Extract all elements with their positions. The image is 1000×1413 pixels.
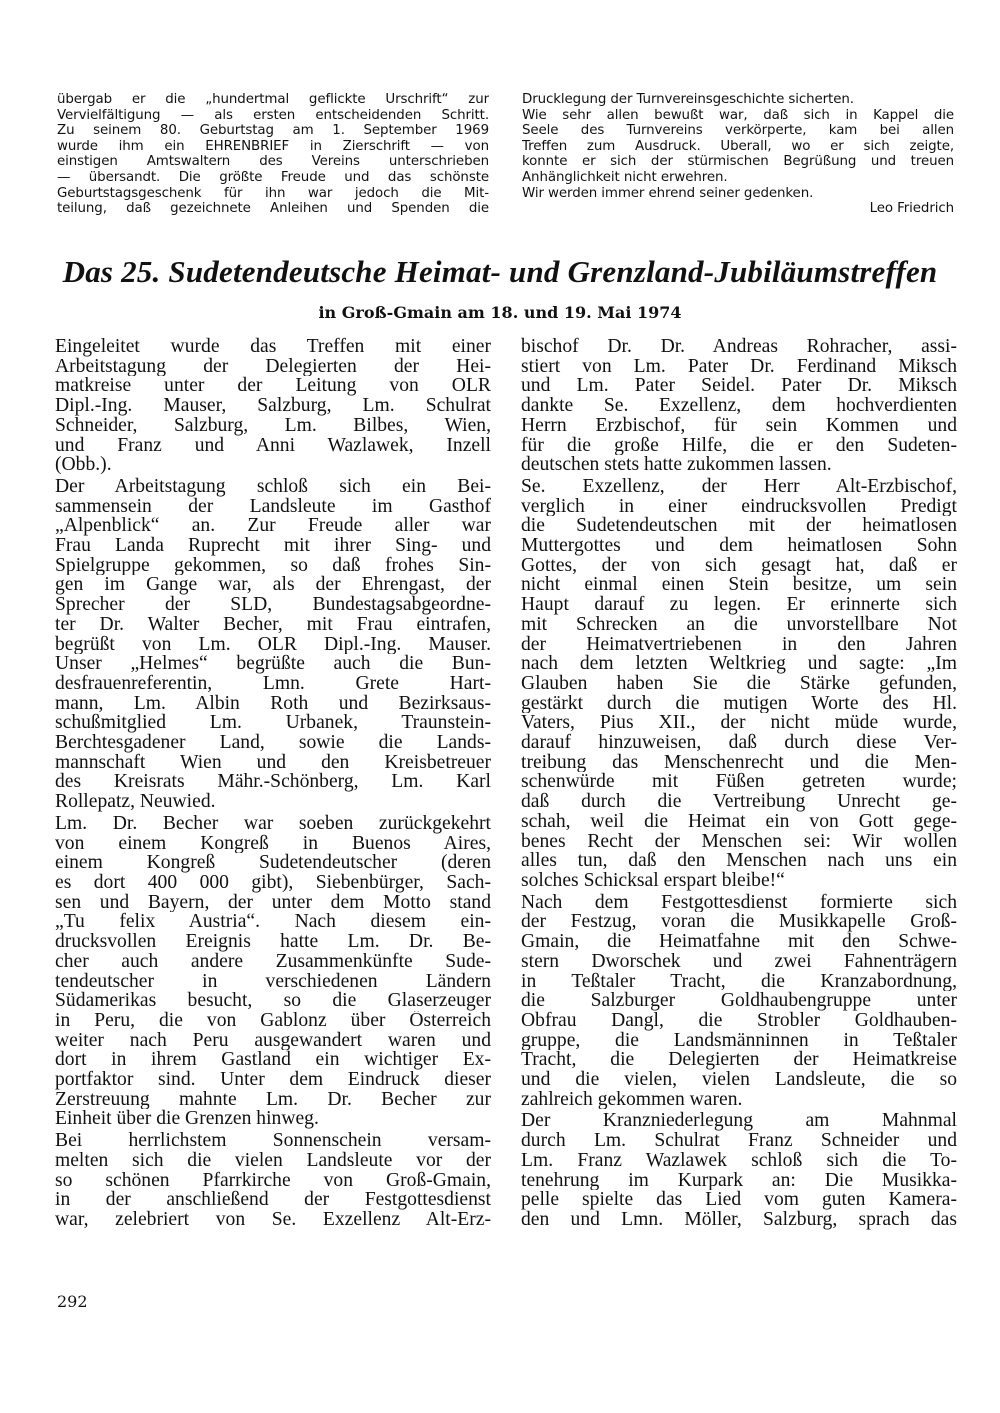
text-line: schah, weil die Heimat ein von Gott gege- — [521, 811, 957, 832]
text-line: gestärkt durch die mutigen Worte des Hl. — [521, 693, 957, 714]
text-line: daß durch die Vertreibung Unrecht ge- — [521, 792, 957, 812]
text-line: Zu seinem 80. Geburtstag am 1. September 1969 — [57, 123, 489, 139]
paragraph — [55, 1131, 491, 1230]
text-line: melten sich die vielen Landsleute vor der — [55, 1150, 491, 1171]
text-line: und Franz und Anni Wazlawek, Inzell — [55, 435, 491, 456]
text-line: mannschaft Wien und den Kreisbetreuer — [55, 752, 491, 773]
text-line: Geburtstagsgeschenk für ihn war jedoch die Mit- — [57, 185, 489, 201]
text-line: einem Kongreß Sudetendeutscher (deren — [55, 853, 491, 873]
text-line: für die große Hilfe, die er den Sudeten- — [521, 435, 957, 456]
paragraph — [521, 893, 957, 1110]
text-line: Spielgruppe gekommen, so daß frohes Sin- — [55, 555, 491, 576]
text-line: Wie sehr allen bewußt war, daß sich in Kappel die — [522, 107, 954, 123]
text-line: wurde ihm ein EHRENBRIEF in Zierschrift — von — [57, 138, 489, 154]
text-line: pelle spielte das Lied vom guten Kamera- — [521, 1190, 957, 1210]
text-line: „Alpenblick“ an. Zur Freude aller war — [55, 516, 491, 537]
text-line: desfrauenreferentin, Lmn. Grete Hart- — [55, 673, 491, 694]
text-line: begrüßt von Lm. OLR Dipl.-Ing. Mauser. — [55, 634, 491, 655]
text-line: Gottes, der von sich gesagt hat, daß er — [521, 555, 957, 576]
text-line: ter Dr. Walter Becher, mit Frau eintrafen, — [55, 614, 491, 635]
text-line: darauf hinzuweisen, daß durch diese Ver- — [521, 733, 957, 753]
text-line: Tracht, die Delegierten der Heimatkreise — [521, 1050, 957, 1071]
text-line: benes Recht der Menschen sei: Wir wollen — [521, 831, 957, 852]
text-line: in der anschließend der Festgottesdienst — [55, 1190, 491, 1210]
author-signature: Leo Friedrich — [869, 201, 954, 217]
text-line: schußmitglied Lm. Urbanek, Traunstein- — [55, 713, 491, 734]
text-line: portfaktor sind. Unter dem Eindruck dieser — [55, 1070, 491, 1090]
text-line: stern Dworschek und zwei Fahnenträgern — [521, 951, 957, 972]
text-line: verglich in einer eindrucksvollen Predigt — [521, 496, 957, 517]
paragraph — [55, 337, 491, 475]
text-line: des Kreisrats Mähr.-Schönberg, Lm. Karl — [55, 772, 491, 793]
text-line: Nach dem Festgottesdienst formierte sich — [521, 892, 957, 913]
paragraph — [521, 477, 957, 891]
text-line: die Sudetendeutschen mit der heimatlosen — [521, 516, 957, 537]
text-line: Wir werden immer ehrend seiner gedenken. — [522, 185, 814, 201]
text-line: Arbeitstagung der Delegierten der Hei- — [55, 356, 491, 377]
text-line: Treffen zum Ausdruck. Überall, wo er sich zeigte, — [522, 138, 954, 154]
text-line: mann, Lm. Albin Roth und Bezirksaus- — [55, 693, 491, 714]
text-line: (Obb.). — [55, 455, 112, 475]
text-line: von einem Kongreß in Buenos Aires, — [55, 833, 491, 854]
text-line: durch Lm. Schulrat Franz Schneider und — [521, 1131, 957, 1151]
text-line: Herrn Erzbischof, für sein Kommen und — [521, 415, 957, 436]
text-line: dort in ihrem Gastland ein wichtiger Ex- — [55, 1050, 491, 1071]
text-line: Schneider, Salzburg, Lm. Bilbes, Wien, — [55, 415, 491, 436]
text-line: mit Schrecken an die unvorstellbare Not — [521, 614, 957, 635]
text-line: den und Lmn. Möller, Salzburg, sprach das — [521, 1209, 957, 1230]
text-line: „Tu felix Austria“. Nach diesem ein- — [55, 912, 491, 933]
text-line: sammensein der Landsleute im Gasthof — [55, 496, 491, 517]
text-line: Der Kranzniederlegung am Mahnmal — [521, 1111, 957, 1132]
text-line: Bei herrlichstem Sonnenschein versam- — [55, 1131, 491, 1151]
text-line: war, zelebriert von Se. Exzellenz Alt-Erz- — [55, 1209, 491, 1230]
top-left-text — [57, 92, 489, 217]
text-line: Gmain, die Heimatfahne mit den Schwe- — [521, 932, 957, 952]
text-line: solches Schicksal erspart bleibe!“ — [521, 870, 785, 891]
text-line: — übersandt. Die größte Freude und das schönste — [57, 169, 489, 185]
text-line: der Heimatvertriebenen in den Jahren — [521, 634, 957, 655]
top-right-text — [522, 92, 954, 217]
text-line: Se. Exzellenz, der Herr Alt-Erzbischof, — [521, 476, 957, 497]
text-line: Eingeleitet wurde das Treffen mit einer — [55, 337, 491, 357]
text-line: Frau Landa Ruprecht mit ihrer Sing- und — [55, 536, 491, 556]
article-subtitle: in Groß-Gmain am 18. und 19. Mai 1974 — [318, 303, 682, 322]
text-line: der Festzug, voran die Musikkapelle Groß- — [521, 912, 957, 933]
text-line: Muttergottes und dem heimatlosen Sohn — [521, 536, 957, 556]
text-line: Südamerikas besucht, so die Glaserzeuger — [55, 991, 491, 1011]
text-line: so schönen Pfarrkirche von Groß-Gmain, — [55, 1170, 491, 1191]
text-line: nicht einmal einen Stein besitze, um sein — [521, 575, 957, 596]
text-line: übergab er die „hundertmal geflickte Urschrift“ zur — [57, 92, 489, 107]
text-line: einstigen Amtswaltern des Vereins unterschrieben — [57, 154, 489, 170]
article-title: Das 25. Sudetendeutsche Heimat- und Grenzland-Jubiläumstreffen — [62, 254, 938, 289]
text-line: tendeutscher in verschiedenen Ländern — [55, 971, 491, 992]
text-line: Zerstreuung mahnte Lm. Dr. Becher zur — [55, 1089, 491, 1110]
text-line: konnte er sich der stürmischen Begrüßung und treuen — [522, 154, 954, 170]
text-line: nach dem letzten Weltkrieg und sagte: „Im — [521, 654, 957, 674]
text-line: in Peru, die von Gablonz über Österreich — [55, 1010, 491, 1031]
text-line: Drucklegung der Turnvereinsgeschichte sicherten. — [522, 92, 854, 107]
text-line: Anhänglichkeit nicht erwehren. — [522, 169, 728, 185]
text-line: drucksvollen Ereignis hatte Lm. Dr. Be- — [55, 932, 491, 952]
article-column-left — [55, 337, 491, 1232]
paragraph — [521, 337, 957, 475]
text-line: Vervielfältigung — als ersten entscheidenden Schritt. — [57, 107, 489, 123]
text-line: Lm. Dr. Becher war soeben zurückgekehrt — [55, 813, 491, 834]
text-line: treibung das Menschenrecht und die Men- — [521, 752, 957, 773]
text-line: alles tun, daß den Menschen nach uns ein — [521, 851, 957, 871]
text-line: Unser „Helmes“ begrüßte auch die Bun- — [55, 654, 491, 674]
text-line: und Lm. Pater Seidel. Pater Dr. Miksch — [521, 376, 957, 397]
text-line: schenwürde mit Füßen getreten wurde; — [521, 772, 957, 793]
text-line: gen im Gange war, als der Ehrengast, der — [55, 575, 491, 596]
paragraph — [521, 1111, 957, 1229]
text-line: dankte Se. Exzellenz, dem hochverdienten — [521, 396, 957, 416]
text-line: Obfrau Dangl, die Strobler Goldhauben- — [521, 1010, 957, 1031]
text-line: Glauben haben Sie die Stärke gefunden, — [521, 673, 957, 694]
text-line: Der Arbeitstagung schloß sich ein Bei- — [55, 476, 491, 497]
text-line: Lm. Franz Wazlawek schloß sich die To- — [521, 1150, 957, 1171]
text-line: die Salzburger Goldhaubengruppe unter — [521, 991, 957, 1011]
text-line: in Teßtaler Tracht, die Kranzabordnung, — [521, 971, 957, 992]
page-number: 292 — [57, 1292, 88, 1311]
text-line: stiert von Lm. Pater Dr. Ferdinand Miksch — [521, 356, 957, 377]
article-column-right — [521, 337, 957, 1232]
text-line: cher auch andere Zusammenkünfte Sude- — [55, 951, 491, 972]
text-line: teilung, daß gezeichnete Anleihen und Spenden die — [57, 201, 489, 217]
text-line: und die vielen, vielen Landsleute, die so — [521, 1070, 957, 1090]
text-line: Einheit über die Grenzen hinweg. — [55, 1109, 319, 1130]
text-line: Rollepatz, Neuwied. — [55, 792, 216, 812]
paragraph — [55, 814, 491, 1129]
paragraph — [55, 477, 491, 812]
text-line: Sprecher der SLD, Bundestagsabgeordne- — [55, 595, 491, 615]
text-line: Dipl.-Ing. Mauser, Salzburg, Lm. Schulrat — [55, 396, 491, 416]
text-line: tenehrung im Kurpark an: Die Musikka- — [521, 1170, 957, 1191]
text-line: weiter nach Peru ausgewandert waren und — [55, 1030, 491, 1051]
text-line: Haupt darauf zu legen. Er erinnerte sich — [521, 595, 957, 615]
text-line: gruppe, die Landsmänninnen in Teßtaler — [521, 1030, 957, 1051]
text-line: deutschen stets hatte zukommen lassen. — [521, 455, 832, 475]
text-line: bischof Dr. Dr. Andreas Rohracher, assi- — [521, 337, 957, 357]
text-line: matkreise unter der Leitung von OLR — [55, 376, 491, 397]
text-line: zahlreich gekommen waren. — [521, 1089, 743, 1110]
text-line: Vaters, Pius XII., der nicht müde wurde, — [521, 713, 957, 734]
text-line: Berchtesgadener Land, sowie die Lands- — [55, 733, 491, 753]
text-line: es dort 400 000 gibt), Siebenbürger, Sach- — [55, 872, 491, 893]
text-line: Seele des Turnvereins verkörperte, kam bei allen — [522, 123, 954, 139]
text-line: sen und Bayern, der unter dem Motto stand — [55, 892, 491, 913]
